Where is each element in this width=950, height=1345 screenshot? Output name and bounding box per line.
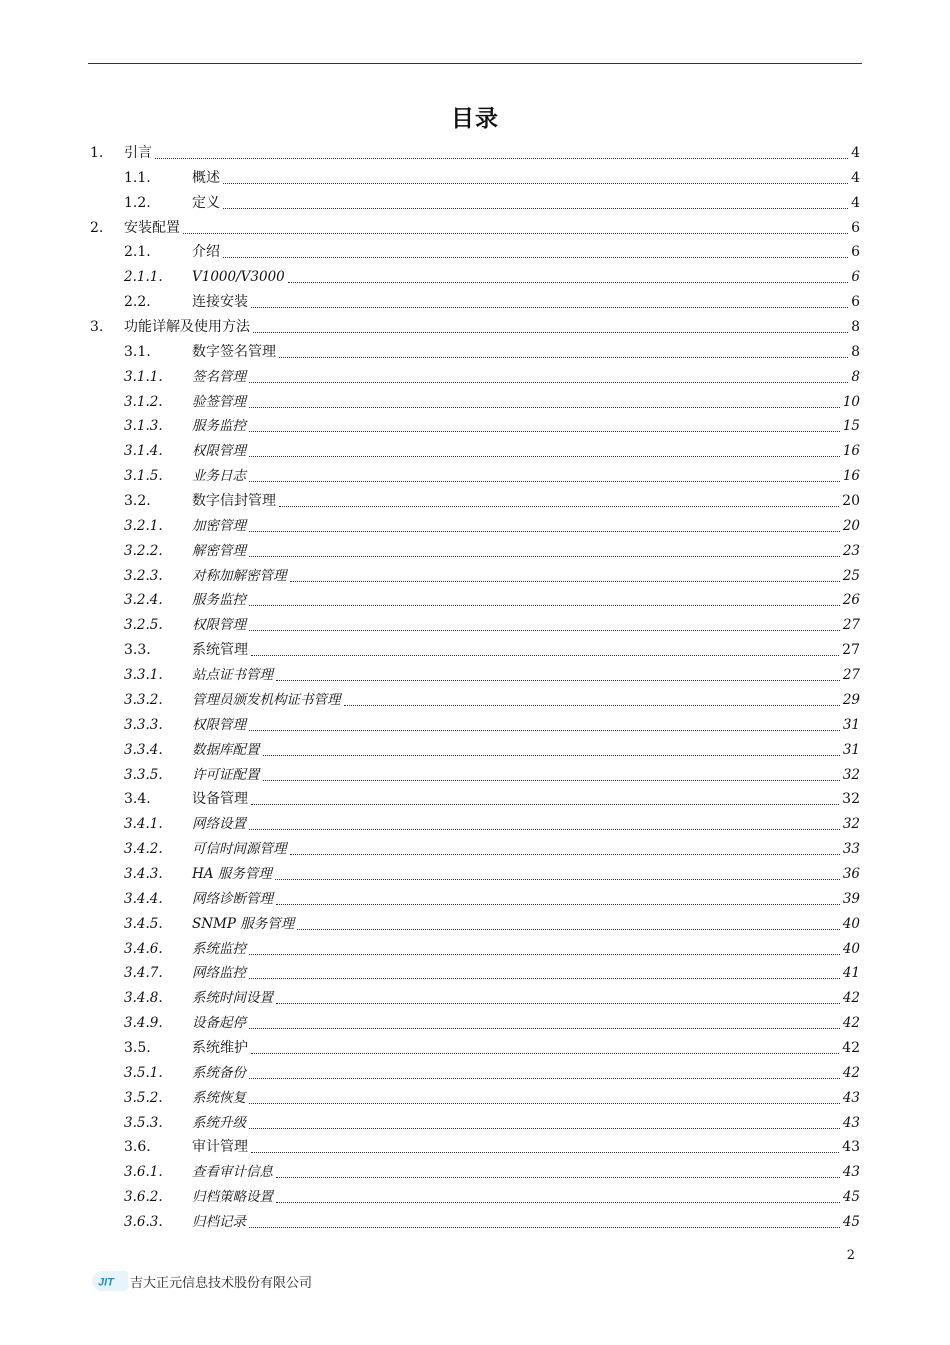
toc-entry-label: 签名管理 [192,369,246,385]
toc-entry-label: 系统时间设置 [192,990,273,1006]
toc-entry-number: 3.2.1. [124,518,163,534]
toc-entry-number: 3.6. [124,1139,151,1155]
toc-entry-number: 3.1.3. [124,418,163,434]
toc-entry-label: 归档记录 [192,1214,246,1230]
toc-entry-page: 27 [842,642,860,658]
toc-entry-number: 3.4.6. [124,941,163,957]
toc-entry-number: 3.3.2. [124,692,163,708]
toc-entry-number: 3.1.5. [124,468,163,484]
toc-entry[interactable] [124,638,860,662]
toc-entry-label: 管理员颁发机构证书管理 [192,692,341,708]
dot-leader [249,1227,840,1228]
toc-entry-page: 40 [842,916,860,932]
toc-entry-label: 概述 [192,170,220,186]
toc-entry-page: 39 [842,891,860,907]
toc-entry-page: 26 [842,592,860,608]
toc-entry[interactable] [124,1061,860,1085]
dot-leader [249,829,840,830]
toc-entry-number: 2. [90,220,104,236]
toc-entry-number: 1.2. [124,195,151,211]
toc-entry-label: V1000/V3000 [192,269,285,285]
toc-entry[interactable] [124,414,860,438]
dot-leader [251,804,839,805]
toc-entry-number: 3.1.4. [124,443,163,459]
dot-leader [249,1078,840,1079]
toc-entry[interactable] [90,315,860,339]
toc-entry-page: 27 [842,617,860,633]
toc-entry-number: 3.4.2. [124,841,163,857]
dot-leader [249,630,840,631]
dot-leader [288,282,849,283]
toc-entry-page: 41 [842,965,860,981]
toc-entry[interactable] [124,663,860,687]
toc-entry[interactable] [124,613,860,637]
toc-entry-label: 连接安装 [192,294,248,310]
toc-entry-number: 3.4.8. [124,990,163,1006]
toc-entry-page: 4 [851,195,860,211]
toc-entry[interactable] [90,216,860,240]
toc-entry-page: 29 [842,692,860,708]
toc-entry-label: 服务监控 [192,418,246,434]
toc-entry-page: 6 [851,269,860,285]
toc-entry-label: 系统备份 [192,1065,246,1081]
dot-leader [249,556,840,557]
toc-entry-number: 3.3.4. [124,742,163,758]
toc-entry[interactable] [124,564,860,588]
toc-entry-number: 3.6.2. [124,1189,163,1205]
toc-entry[interactable] [124,1160,860,1184]
dot-leader [276,904,840,905]
toc-entry-label: 安装配置 [124,220,180,236]
toc-entry[interactable] [124,489,860,513]
toc-entry-number: 3.2. [124,493,151,509]
toc-entry-page: 36 [842,866,860,882]
toc-entry-page: 43 [842,1090,860,1106]
toc-entry-label: 权限管理 [192,443,246,459]
toc-entry-label: 数据库配置 [192,742,260,758]
toc-entry-page: 6 [851,220,860,236]
toc-entry-page: 42 [842,990,860,1006]
dot-leader [223,257,848,258]
toc-entry-number: 3.5.1. [124,1065,163,1081]
dot-leader [279,357,848,358]
toc-entry-number: 3.3.3. [124,717,163,733]
toc-entry-number: 3.3.1. [124,667,163,683]
dot-leader [223,208,848,209]
toc-entry-label: 权限管理 [192,617,246,633]
toc-entry-label: 服务监控 [192,592,246,608]
toc-entry-number: 3.4.3. [124,866,163,882]
company-logo-text: JIT [98,1276,114,1289]
toc-entry-label: 引言 [124,145,152,161]
toc-entry-number: 3.4.9. [124,1015,163,1031]
toc-entry[interactable] [124,1210,860,1234]
toc-entry-number: 3.4.4. [124,891,163,907]
dot-leader [251,1053,839,1054]
toc-entry-page: 43 [842,1115,860,1131]
toc-entry-label: 系统监控 [192,941,246,957]
toc-entry-number: 3.6.3. [124,1214,163,1230]
header-rule [88,63,862,64]
toc-entry-number: 1.1. [124,170,151,186]
toc-entry[interactable] [124,1036,860,1060]
toc-entry-label: 许可证配置 [192,767,260,783]
dot-leader [249,1103,840,1104]
toc-entry-page: 42 [842,1015,860,1031]
toc-entry-label: SNMP 服务管理 [192,916,295,932]
toc-entry[interactable] [124,912,860,936]
toc-entry[interactable] [124,1185,860,1209]
toc-entry-label: 业务日志 [192,468,246,484]
toc-entry-number: 3.1. [124,344,151,360]
dot-leader [344,705,840,706]
toc-entry-page: 32 [842,816,860,832]
toc-entry-page: 15 [842,418,860,434]
toc-title: 目录 [451,106,499,132]
toc-entry-page: 42 [842,1040,860,1056]
dot-leader [249,1128,840,1129]
toc-entry-label: HA 服务管理 [192,866,272,882]
dot-leader [183,233,848,234]
toc-entry[interactable] [124,837,860,861]
toc-entry[interactable] [124,862,860,886]
toc-entry[interactable] [124,787,860,811]
toc-entry-number: 3.4.1. [124,816,163,832]
toc-entry[interactable] [124,1135,860,1159]
toc-entry[interactable] [124,191,860,215]
toc-entry-page: 32 [842,767,860,783]
toc-entry-page: 20 [842,518,860,534]
toc-entry[interactable] [124,290,860,314]
toc-entry-label: 网络诊断管理 [192,891,273,907]
toc-entry-page: 4 [851,170,860,186]
toc-entry-number: 3.5.3. [124,1115,163,1131]
toc-entry-page: 4 [851,145,860,161]
dot-leader [276,680,840,681]
toc-entry-page: 31 [842,717,860,733]
toc-entry[interactable] [124,390,860,414]
toc-entry[interactable] [90,141,860,165]
toc-entry-number: 3.2.4. [124,592,163,608]
dot-leader [279,506,839,507]
toc-entry-label: 网络监控 [192,965,246,981]
toc-entry[interactable] [124,937,860,961]
dot-leader [276,1003,840,1004]
toc-entry-page: 8 [851,344,860,360]
toc-entry-label: 查看审计信息 [192,1164,273,1180]
toc-entry-number: 3.2.5. [124,617,163,633]
toc-entry-page: 16 [842,443,860,459]
toc-entry-number: 3.1.2. [124,394,163,410]
toc-entry-page: 40 [842,941,860,957]
toc-entry-page: 43 [842,1164,860,1180]
toc-entry[interactable] [124,439,860,463]
dot-leader [249,456,840,457]
toc-entry-label: 权限管理 [192,717,246,733]
toc-entry-number: 3.5. [124,1040,151,1056]
dot-leader [276,1202,840,1203]
toc-entry-label: 系统升级 [192,1115,246,1131]
dot-leader [249,954,840,955]
toc-entry-number: 3.3. [124,642,151,658]
toc-entry-page: 27 [842,667,860,683]
toc-entry-label: 介绍 [192,244,220,260]
toc-entry[interactable] [124,464,860,488]
dot-leader [251,655,839,656]
toc-entry-label: 审计管理 [192,1139,248,1155]
toc-entry-page: 23 [842,543,860,559]
toc-entry-number: 3. [90,319,104,335]
toc-entry-label: 系统恢复 [192,1090,246,1106]
toc-entry-page: 6 [851,294,860,310]
dot-leader [223,183,848,184]
toc-entry[interactable] [124,166,860,190]
toc-entry-number: 2.1. [124,244,151,260]
toc-entry-page: 43 [842,1139,860,1155]
toc-entry-label: 功能详解及使用方法 [124,319,250,335]
toc-entry-number: 3.2.2. [124,543,163,559]
toc-entry-number: 3.5.2. [124,1090,163,1106]
dot-leader [249,531,840,532]
toc-entry-label: 系统管理 [192,642,248,658]
toc-entry-page: 16 [842,468,860,484]
toc-entry-number: 3.6.1. [124,1164,163,1180]
toc-entry-number: 3.2.3. [124,568,163,584]
toc-entry-label: 设备管理 [192,791,248,807]
toc-entry[interactable] [124,1111,860,1135]
toc-entry-number: 3.1.1. [124,369,163,385]
dot-leader [297,929,840,930]
toc-entry[interactable] [124,265,860,289]
toc-entry-label: 可信时间源管理 [192,841,287,857]
toc-entry-label: 数字信封管理 [192,493,276,509]
company-logo-icon [92,1271,128,1291]
toc-entry[interactable] [124,713,860,737]
dot-leader [249,382,848,383]
dot-leader [275,879,840,880]
toc-entry[interactable] [124,763,860,787]
toc-entry-page: 8 [851,319,860,335]
toc-entry[interactable] [124,514,860,538]
dot-leader [263,755,840,756]
toc-entry[interactable] [124,738,860,762]
toc-entry-number: 2.1.1. [124,269,163,285]
dot-leader [290,854,840,855]
dot-leader [249,481,840,482]
toc-entry-page: 20 [842,493,860,509]
toc-entry-number: 3.3.5. [124,767,163,783]
toc-entry-page: 8 [851,369,860,385]
toc-entry[interactable] [124,1011,860,1035]
dot-leader [290,581,840,582]
toc-entry[interactable] [124,240,860,264]
dot-leader [253,332,848,333]
toc-entry-page: 25 [842,568,860,584]
toc-entry-label: 系统维护 [192,1040,248,1056]
toc-entry-label: 设备起停 [192,1015,246,1031]
toc-entry-label: 加密管理 [192,518,246,534]
dot-leader [249,1028,840,1029]
toc-entry-label: 归档策略设置 [192,1189,273,1205]
toc-entry[interactable] [124,961,860,985]
toc-entry-label: 网络设置 [192,816,246,832]
dot-leader [249,407,840,408]
dot-leader [251,1152,839,1153]
toc-entry[interactable] [124,588,860,612]
toc-entry-number: 3.4.5. [124,916,163,932]
dot-leader [249,431,840,432]
toc-entry-label: 站点证书管理 [192,667,273,683]
dot-leader [251,307,848,308]
toc-entry-label: 数字签名管理 [192,344,276,360]
dot-leader [249,730,840,731]
toc-entry-label: 解密管理 [192,543,246,559]
dot-leader [276,1177,840,1178]
dot-leader [155,158,848,159]
toc-entry-label: 定义 [192,195,220,211]
toc-entry-page: 6 [851,244,860,260]
toc-entry-page: 45 [842,1189,860,1205]
toc-entry[interactable] [124,986,860,1010]
toc-entry-page: 10 [842,394,860,410]
toc-entry[interactable] [124,1086,860,1110]
toc-entry-page: 42 [842,1065,860,1081]
toc-entry[interactable] [124,688,860,712]
toc-entry-number: 1. [90,145,104,161]
toc-entry-number: 3.4. [124,791,151,807]
toc-entry-label: 验签管理 [192,394,246,410]
company-name: 吉大正元信息技术股份有限公司 [130,1275,313,1291]
toc-entry[interactable] [124,887,860,911]
dot-leader [263,780,840,781]
toc-entry[interactable] [124,812,860,836]
toc-entry-page: 32 [842,791,860,807]
dot-leader [249,605,840,606]
toc-entry-page: 45 [842,1214,860,1230]
toc-entry[interactable] [124,340,860,364]
toc-entry-label: 对称加解密管理 [192,568,287,584]
toc-entry-page: 33 [842,841,860,857]
toc-entry-number: 3.4.7. [124,965,163,981]
footer [92,1268,312,1294]
toc-entry-page: 31 [842,742,860,758]
toc-entry[interactable] [124,539,860,563]
toc-entry[interactable] [124,365,860,389]
dot-leader [249,978,840,979]
page-number: 2 [846,1248,855,1263]
toc-entry-number: 2.2. [124,294,151,310]
